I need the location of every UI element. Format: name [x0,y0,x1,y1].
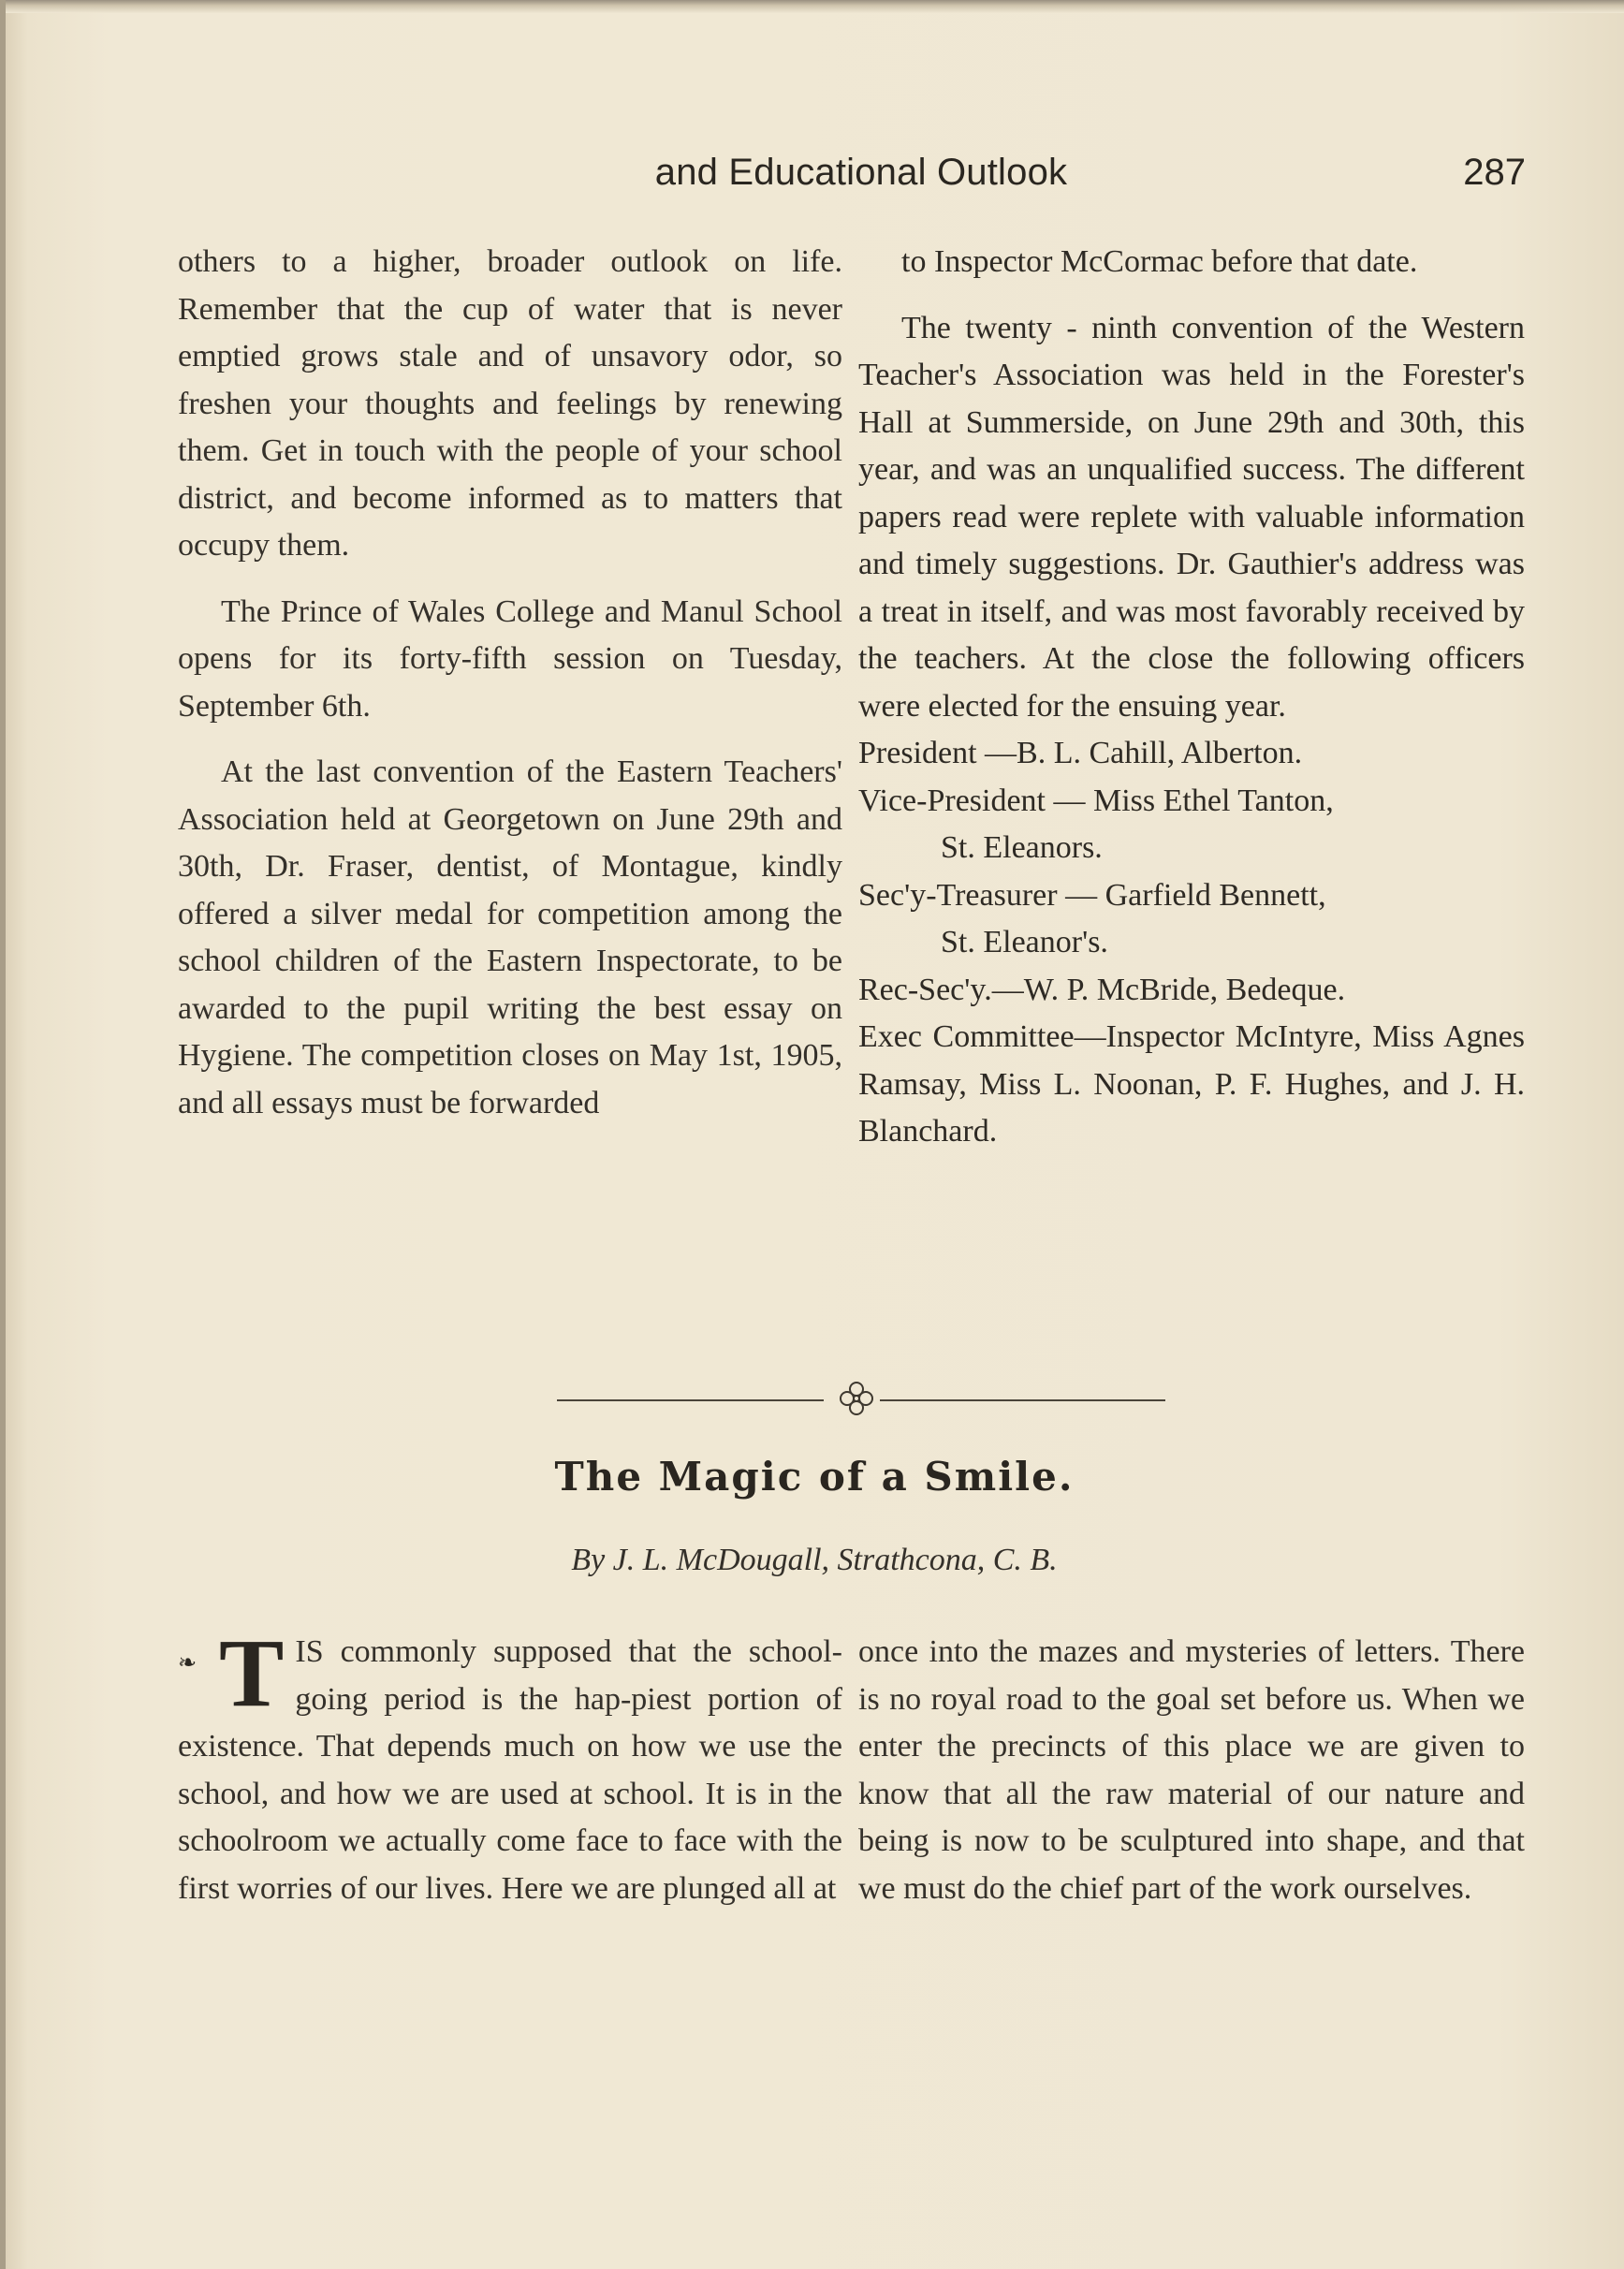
article-opening-paragraph [178,1619,842,1912]
left-column [178,239,842,1127]
article-left-column [178,1619,842,1912]
officer-vice-president [858,778,1525,872]
divider-line-left [557,1399,824,1401]
officer-vice-president-name: Vice-President — Miss Ethel Tanton, [858,783,1334,818]
page-header [178,152,1526,198]
paragraph-college-opening: The Prince of Wales College and Manul School opens for its forty-fifth session on Tuesday, September 6th. [178,593,842,724]
article-title: The Magic of a Smile. [554,1454,1075,1500]
article-right-column [858,1629,1525,1912]
divider-line-right [880,1399,1165,1401]
book-gutter [0,0,6,2269]
page-top-edge [0,0,1624,13]
officer-president: President —B. L. Cahill, Alberton. [858,736,1303,770]
page-number: 287 [1463,152,1526,193]
article-byline: By J. L. McDougall, Strathcona, C. B. [571,1543,1058,1577]
drop-cap: T [219,1619,285,1727]
running-head: and Educational Outlook [654,152,1068,193]
paragraph-outlook: others to a higher, broader outlook on life. Remember that the cup of water that is never emptied grows stale and of unsavory odor, so freshen your thoughts and feelings by renewing them. Get in touch with the people of your school district, and become informed as to matters that occupy them. [178,244,842,563]
article-right-text: once into the mazes and mysteries of letters. There is no royal road to the goal set before us. When we enter the precincts of this place we are given to know that all the raw material of our nature and being is now to be sculptured into shape, and that we must do the chief part of the work ourselves. [858,1634,1525,1906]
paragraph-inspector-date: to Inspector McCormac before that date. [901,244,1418,279]
paragraph-western-convention: The twenty - ninth convention of the Western Teacher's Association was held in the Forester's Hall at Summerside, on June 29th and 30th, this year, and was an unqualified success. The different papers read were replete with valuable information and timely suggestions. Dr. Gauthier's address was a treat in itself, and was most favorably received by the teachers. At the close the following officers were elected for the ensuing year. [858,310,1525,724]
officer-treasurer [858,872,1525,967]
article-left-text: IS commonly supposed that the school-going period is the hap-piest portion of existence. That depends much on how we use the school, and how we are used at school. It is in the schoolroom we actually come face to face with the first worries of our lives. Here we are plunged all at [178,1634,842,1906]
floral-ornament-icon [836,1378,877,1419]
section-divider [557,1376,1165,1423]
officer-rec-secretary: Rec-Sec'y.—W. P. McBride, Bedeque. [858,972,1346,1007]
officer-exec-committee: Exec Committee—Inspector McIntyre, Miss Agnes Ramsay, Miss L. Noonan, P. F. Hughes, and J. H. Blanchard. [858,1019,1525,1149]
right-column [858,239,1525,1156]
officer-treasurer-place: St. Eleanor's. [941,925,1108,959]
officer-treasurer-name: Sec'y-Treasurer — Garfield Bennett, [858,877,1326,913]
paragraph-ornament-mark: ❧ [178,1651,198,1676]
paragraph-eastern-convention: At the last convention of the Eastern Teachers' Association held at Georgetown on June 29th and 30th, Dr. Fraser, dentist, of Montague, kindly offered a silver medal for competition among the school children of the Eastern Inspectorate, to be awarded to the pupil writing the best essay on Hygiene. The competition closes on May 1st, 1905, and all essays must be forwarded [178,754,842,1120]
officer-vice-president-place: St. Eleanors. [941,830,1103,865]
